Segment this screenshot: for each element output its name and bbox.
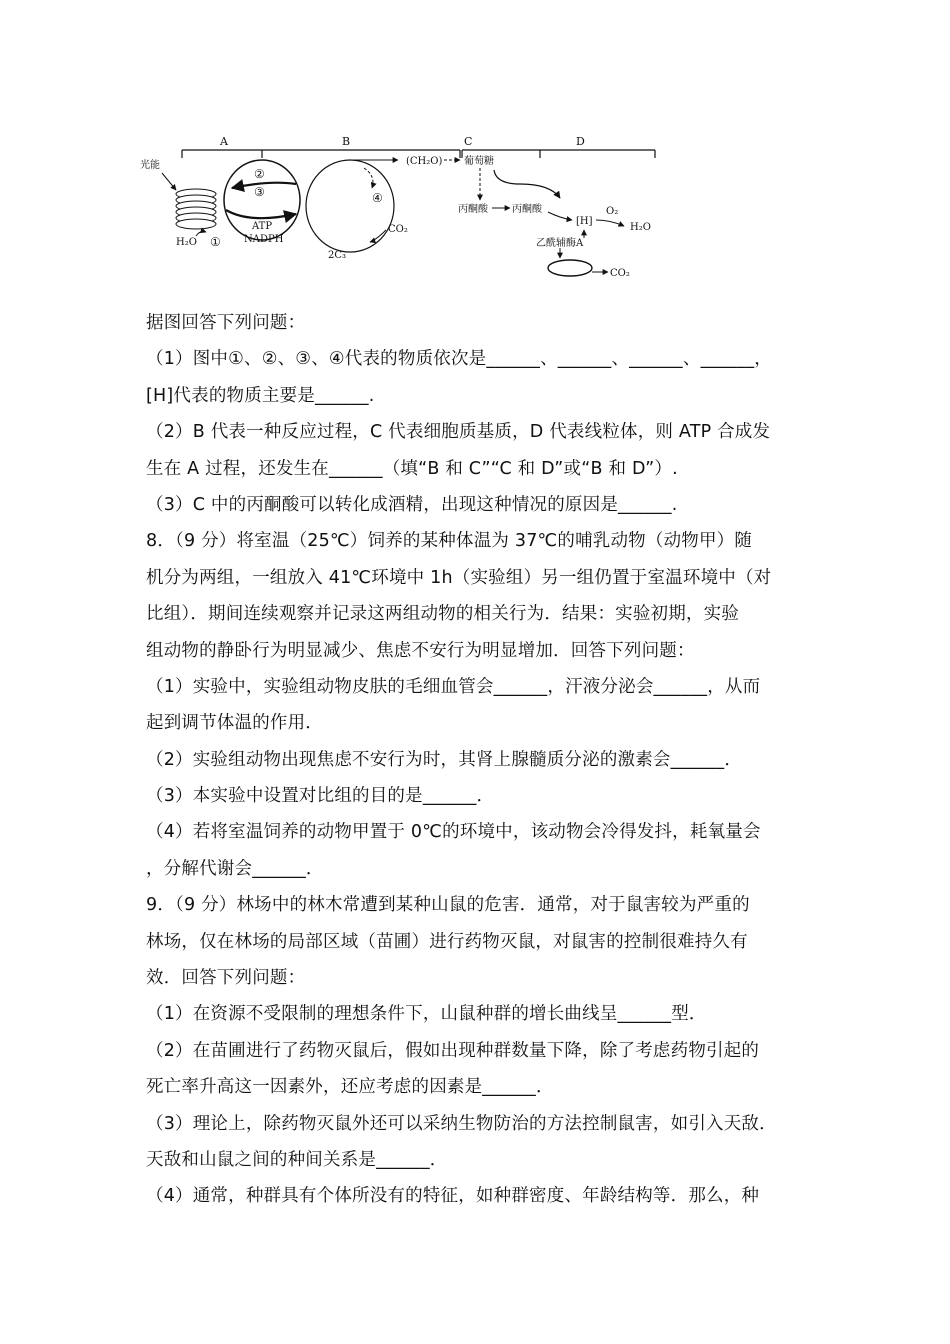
co2-label-calvin: CO₂ bbox=[388, 224, 408, 235]
text-line: 天敌和山鼠之间的种间关系是______． bbox=[146, 1149, 448, 1170]
atp-label: ATP bbox=[252, 221, 273, 232]
text-line: [H]代表的物质主要是______. bbox=[146, 385, 375, 406]
text-line: （1）实验中，实验组动物皮肤的毛细血管会______，汗液分泌会______，从而 bbox=[146, 676, 761, 697]
c3-label: 2C₃ bbox=[328, 250, 347, 261]
text-line: （1）图中①、②、③、④代表的物质依次是______、______、______、______， bbox=[146, 349, 772, 370]
calvin-cycle bbox=[306, 160, 394, 252]
krebs-cycle bbox=[548, 260, 592, 276]
mark-1: ① bbox=[210, 235, 221, 249]
text-line: 据图回答下列问题： bbox=[146, 313, 306, 333]
text-line: 8．（9 分）将室温（25℃）饲养的某种体温为 37℃的哺乳动物（动物甲）随 bbox=[146, 531, 753, 552]
o2-label: O₂ bbox=[606, 206, 619, 217]
text-line: （1）在资源不受限制的理想条件下，山鼠种群的增长曲线呈______型． bbox=[146, 1004, 707, 1025]
text-line: （2）B 代表一种反应过程，C 代表细胞质基质，D 代表线粒体，则 ATP 合成发 bbox=[146, 422, 771, 443]
text-line: （3）理论上，除药物灭鼠外还可以采纳生物防治的方法控制鼠害，如引入天敌． bbox=[146, 1113, 777, 1134]
text-line: （4）若将室温饲养的动物甲置于 0℃的环境中，该动物会冷得发抖，耗氧量会 bbox=[146, 822, 761, 843]
light-label: 光能 bbox=[140, 160, 160, 171]
text-line: （3）C 中的丙酮酸可以转化成酒精，出现这种情况的原因是______. bbox=[146, 494, 678, 515]
thylakoid-stack-icon bbox=[176, 189, 216, 229]
text-line: 9．（9 分）林场中的林木常遭到某种山鼠的危害．通常，对于鼠害较为严重的 bbox=[146, 895, 750, 916]
photosynthesis-respiration-diagram bbox=[140, 128, 665, 288]
text-line: 比组）．期间连续观察并记录这两组动物的相关行为．结果：实验初期，实验 bbox=[146, 604, 740, 625]
section-label-a: A bbox=[220, 135, 228, 148]
text-line: （3）本实验中设置对比组的目的是______． bbox=[146, 786, 495, 807]
mark-2: ② bbox=[254, 167, 265, 181]
text-line: （4）通常，种群具有个体所没有的特征，如种群密度、年龄结构等．那么，种 bbox=[146, 1186, 760, 1207]
text-line: ，分解代谢会______． bbox=[146, 858, 324, 879]
co2-label-krebs: CO₂ bbox=[610, 268, 630, 279]
water-product-label: H₂O bbox=[630, 222, 651, 233]
acetyl-coa-label: 乙酰辅酶A bbox=[536, 238, 584, 249]
text-line: 死亡率升高这一因素外，还应考虑的因素是______． bbox=[146, 1077, 554, 1098]
pyruvate-label-d: 丙酮酸 bbox=[512, 204, 542, 215]
glucose-label: 葡萄糖 bbox=[464, 156, 494, 167]
nadph-label: NADPH bbox=[244, 234, 284, 245]
pyruvate-label-c: 丙酮酸 bbox=[458, 204, 488, 215]
text-line: 效．回答下列问题： bbox=[146, 968, 306, 989]
ch2o-label: (CH₂O) bbox=[406, 156, 443, 167]
text-line: 机分为两组，一组放入 41℃环境中 1h（实验组）另一组仍置于室温环境中（对 bbox=[146, 567, 772, 588]
text-line: 组动物的静卧行为明显减少、焦虑不安行为明显增加．回答下列问题： bbox=[146, 640, 695, 661]
text-line: 起到调节体温的作用． bbox=[146, 713, 323, 734]
section-label-c: C bbox=[464, 135, 473, 148]
mark-3: ③ bbox=[254, 185, 265, 199]
section-label-b: B bbox=[342, 135, 351, 148]
text-line: （2）实验组动物出现焦虑不安行为时，其肾上腺髓质分泌的激素会______． bbox=[146, 749, 743, 770]
h-label: [H] bbox=[576, 216, 593, 227]
light-arrow bbox=[162, 173, 176, 190]
water-arrow bbox=[196, 232, 206, 237]
text-line: （2）在苗圃进行了药物灭鼠后，假如出现种群数量下降，除了考虑药物引起的 bbox=[146, 1040, 760, 1061]
question-text bbox=[146, 305, 816, 1215]
text-line: 生在 A 过程，还发生在______（填“B 和 C”“C 和 D”或“B 和 D”）. bbox=[146, 458, 678, 479]
text-line: 林场，仅在林场的局部区域（苗圃）进行药物灭鼠，对鼠害的控制很难持久有 bbox=[146, 931, 748, 952]
mark-4: ④ bbox=[372, 191, 383, 205]
section-label-d: D bbox=[576, 135, 585, 148]
water-label: H₂O bbox=[176, 237, 197, 248]
